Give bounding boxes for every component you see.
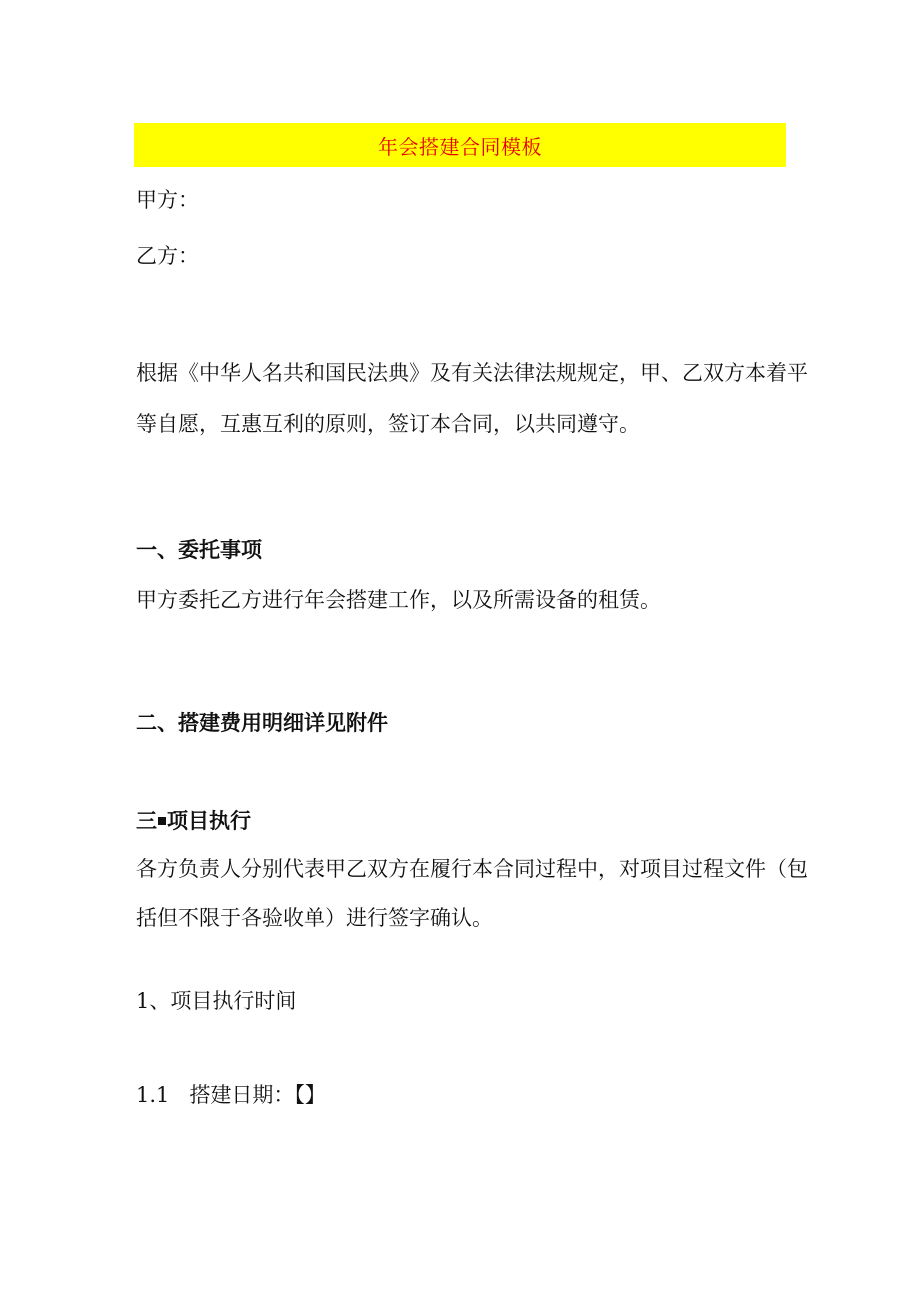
section-3-body-line-1: 各方负责人分别代表甲乙双方在履行本合同过程中，对项目过程文件（包 [136,857,808,881]
section-3-heading [136,806,251,836]
section-3-heading-prefix: 三 [136,809,157,833]
bullet-mark [158,817,166,825]
item-1-1-line [136,1080,326,1110]
item-1-1-text: 搭建日期：【】 [189,1083,326,1107]
section-3-heading-text: 项目执行 [167,809,251,833]
item-1-text: 、项目执行时间 [149,989,297,1013]
section-3-body-line-2: 括但不限于各验收单）进行签字确认。 [136,906,493,930]
item-1-number: 1 [136,989,150,1013]
section-1-heading: 一、委托事项 [136,538,262,562]
party-b-label: 乙方： [136,244,199,268]
item-1-1-number: 1.1 [136,1083,170,1107]
document-title: 年会搭建合同模板 [378,134,542,159]
item-1-heading [136,986,296,1016]
title-banner [134,123,786,167]
party-a-label: 甲方： [136,188,199,212]
section-1-body: 甲方委托乙方进行年会搭建工作，以及所需设备的租赁。 [136,588,661,612]
intro-line-1: 根据《中华人名共和国民法典》及有关法律法规规定，甲、乙双方本着平 [136,361,808,385]
intro-line-2: 等自愿，互惠互利的原则，签订本合同，以共同遵守。 [136,412,640,436]
section-2-heading: 二、搭建费用明细详见附件 [136,711,388,735]
